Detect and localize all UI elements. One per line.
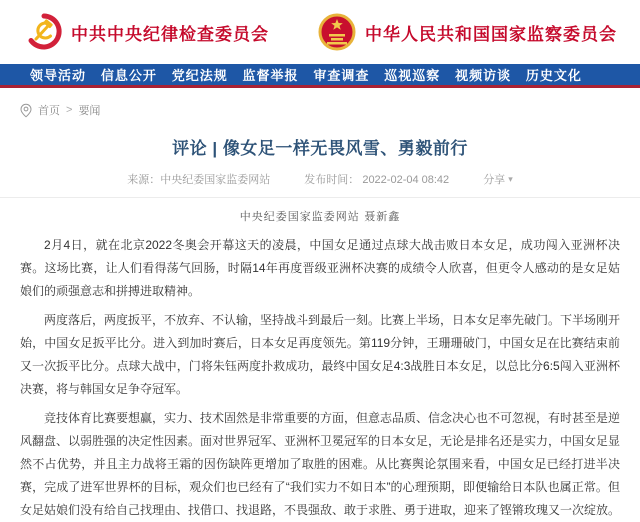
article-paragraph: 两度落后，两度扳平，不放弃、不认输，坚持战斗到最后一刻。比赛上半场，日本女足率先破门。下半场刚开始，中国女足扳平比分。进入到加时赛后，日本女足再度领先。第119分钟，王珊珊破门，中国女足在比赛结束前又一次扳平比分。点球大战中，门将朱钰两度扑救成功，最终中国女足4:3战胜日本女足，以总比分6:5闯入亚洲杯决赛，将与韩国女足争夺冠军。 xyxy=(20,313,621,396)
share-button[interactable] xyxy=(483,171,513,187)
article-meta xyxy=(0,159,640,198)
ccdi-logo-group[interactable] xyxy=(23,12,269,52)
share-label: 分享 xyxy=(483,174,506,186)
article-body xyxy=(0,224,640,522)
ncs-logo-group[interactable] xyxy=(317,12,617,52)
article-byline: 中央纪委国家监委网站 聂新鑫 xyxy=(239,210,401,223)
breadcrumb xyxy=(0,88,640,118)
nav-item-inspection[interactable]: 巡视巡察 xyxy=(384,68,441,83)
nav-item-video-interview[interactable]: 视频访谈 xyxy=(455,68,512,83)
nav-item-party-regulations[interactable]: 党纪法规 xyxy=(171,68,228,83)
article-source: 来源：中央纪委国家监委网站 xyxy=(127,174,271,186)
breadcrumb-current-link[interactable]: 要闻 xyxy=(78,105,101,117)
article-paragraph: 2月4日，就在北京2022冬奥会开幕这天的凌晨，中国女足通过点球大战击败日本女足，成功闯入亚洲杯决赛。这场比赛，让人们看得荡气回肠，时隔14年再度晋级亚洲杯决赛的成绩令人欣喜，但更令人感动的是女足姑娘们的顽强意志和拼搏进取精神。 xyxy=(20,238,620,298)
article-publish-time: 发布时间： 2022-02-04 08:42 xyxy=(304,174,450,186)
nav-item-supervision-report[interactable]: 监督举报 xyxy=(242,68,299,83)
breadcrumb-separator: > xyxy=(66,104,73,116)
location-pin-icon xyxy=(20,103,32,118)
chevron-down-icon: ▾ xyxy=(508,173,513,184)
breadcrumb-home-link[interactable]: 首页 xyxy=(38,105,60,117)
party-emblem-icon xyxy=(23,12,63,52)
ccdi-title: 中共中央纪律检查委员会 xyxy=(71,24,269,44)
national-emblem-icon xyxy=(317,12,357,52)
nav-item-investigation[interactable]: 审查调查 xyxy=(313,68,370,83)
main-nav xyxy=(0,64,640,88)
ncs-title: 中华人民共和国国家监察委员会 xyxy=(365,24,617,44)
content xyxy=(0,88,640,522)
nav-item-leadership[interactable]: 领导活动 xyxy=(30,68,87,83)
site-header xyxy=(0,0,640,64)
nav-item-history-culture[interactable]: 历史文化 xyxy=(525,68,582,83)
article-paragraph: 竞技体育比赛要想赢，实力、技术固然是非常重要的方面，但意志品质、信念决心也不可忽视，有时甚至是逆风翻盘、以弱胜强的决定性因素。面对世界冠军、亚洲杯卫冕冠军的日本女足，无论是排名还是实力，中国女足显然不占优势，并且主力战将王霜的因伤缺阵更增加了取胜的困难。从比赛舆论氛围来看，中国女足已经打进半决赛，完成了进军世界杯的目标，观众们也已经有了“我们实力不如日本”的心理预期，即便输给日本队也属正常。但女足姑娘们没有给自己找理由、找借口、找退路，不畏强敌、敢于求胜、勇于进取，迎来了铿锵玫瑰又一次绽放。 xyxy=(20,411,621,517)
page-title: 评论 | 像女足一样无畏风雪、勇毅前行 xyxy=(172,139,468,158)
nav-item-info-disclosure[interactable]: 信息公开 xyxy=(100,68,157,83)
